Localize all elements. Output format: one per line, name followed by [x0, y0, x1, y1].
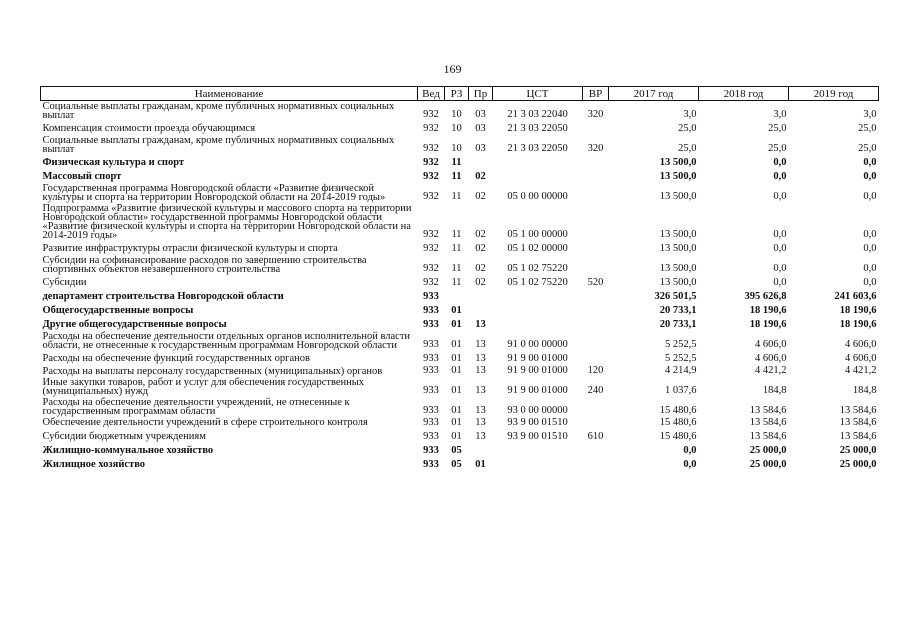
cell-pr: 13	[475, 319, 486, 331]
cell-ved: 933	[423, 416, 439, 428]
table-row	[41, 442, 879, 456]
cell-vr	[583, 442, 609, 456]
cell-2017: 20 733,1	[659, 305, 697, 317]
cell-2019: 4 421,2	[845, 365, 877, 376]
cell-vr	[583, 397, 609, 417]
cell-ved: 933	[423, 405, 439, 416]
cell-vr: 610	[587, 430, 604, 442]
cell-name: Физическая культура и спорт	[42, 157, 185, 169]
cell-name: Расходы на выплаты персоналу государственных (муниципальных) органов	[42, 365, 383, 377]
cell-2018: 0,0	[773, 191, 787, 203]
table-row	[41, 135, 879, 155]
cell-2017: 326 501,5	[654, 291, 697, 303]
cell-cst	[493, 155, 583, 169]
cell-2017: 4 214,9	[665, 365, 697, 376]
cell-vr	[583, 121, 609, 135]
cell-vr: 520	[587, 277, 604, 289]
cell-2017: 13 500,0	[659, 157, 697, 169]
table-row	[41, 101, 879, 122]
cell-cst: 05 1 02 75220	[507, 263, 568, 275]
cell-cst	[493, 289, 583, 303]
cell-cst: 21 3 03 22050	[507, 123, 568, 135]
cell-rz: 10	[451, 143, 462, 155]
cell-2019: 0,0	[863, 243, 877, 255]
cell-vr	[583, 351, 609, 365]
cell-rz: 11	[451, 277, 462, 289]
cell-vr	[583, 331, 609, 351]
cell-ved: 932	[423, 157, 439, 169]
cell-vr	[583, 183, 609, 203]
cell-ved: 933	[423, 291, 439, 303]
cell-2019: 18 190,6	[839, 305, 877, 317]
cell-2017: 13 500,0	[659, 277, 697, 289]
table-row	[41, 289, 879, 303]
cell-pr	[469, 442, 493, 456]
cell-2018: 3,0	[773, 109, 787, 121]
table-row	[41, 417, 879, 429]
table-header	[41, 87, 879, 101]
cell-2017: 3,0	[683, 109, 697, 121]
table-row	[41, 365, 879, 377]
cell-cst: 91 9 00 01000	[507, 385, 568, 396]
cell-2019: 13 584,6	[839, 416, 877, 428]
cell-name: Общегосударственные вопросы	[42, 305, 194, 317]
cell-pr: 02	[475, 229, 486, 241]
cell-vr	[583, 255, 609, 275]
cell-cst: 93 9 00 01510	[507, 416, 568, 428]
cell-name: Другие общегосударственные вопросы	[42, 319, 227, 331]
cell-2017: 0,0	[683, 444, 697, 456]
cell-2018: 0,0	[773, 277, 787, 289]
cell-2018: 395 626,8	[744, 291, 787, 303]
cell-ved: 933	[423, 319, 439, 331]
cell-rz: 11	[451, 191, 462, 203]
cell-vr	[583, 169, 609, 183]
cell-ved: 933	[423, 444, 439, 456]
cell-pr: 02	[475, 277, 486, 289]
cell-name: Развитие инфраструктуры отрасли физической культуры и спорта	[42, 243, 338, 255]
cell-2018: 18 190,6	[749, 305, 787, 317]
table-body	[41, 101, 879, 471]
cell-name: Массовый спорт	[42, 171, 122, 183]
table-row	[41, 377, 879, 397]
cell-rz: 11	[451, 243, 462, 255]
cell-name: Социальные выплаты гражданам, кроме публичных нормативных социальных выплат	[42, 101, 395, 121]
cell-name: Государственная программа Новгородской области «Развитие физической культуры и спорта на территории Новгородской области на 2014-2019 годы»	[42, 183, 386, 203]
cell-2018: 0,0	[773, 243, 787, 255]
cell-2019: 13 584,6	[839, 405, 877, 416]
cell-pr	[469, 289, 493, 303]
cell-name: Обеспечение деятельности учреждений в сфере строительного контроля	[42, 417, 368, 429]
cell-2018: 25,0	[768, 143, 787, 155]
cell-cst	[493, 317, 583, 331]
cell-cst	[493, 456, 583, 470]
cell-pr: 01	[475, 458, 486, 470]
header-ved: Вед	[418, 87, 445, 101]
cell-ved: 932	[423, 263, 439, 275]
header-2019: 2019 год	[789, 87, 879, 101]
cell-ved: 932	[423, 229, 439, 241]
cell-rz: 01	[451, 305, 462, 317]
cell-rz: 01	[451, 416, 462, 428]
cell-ved: 933	[423, 458, 439, 470]
cell-vr	[583, 155, 609, 169]
cell-ved: 933	[423, 305, 439, 317]
header-2018: 2018 год	[699, 87, 789, 101]
cell-2017: 25,0	[678, 123, 697, 135]
cell-2019: 25,0	[858, 123, 877, 135]
table-row	[41, 428, 879, 442]
cell-ved: 932	[423, 123, 439, 135]
table-row	[41, 351, 879, 365]
cell-rz: 01	[451, 405, 462, 416]
cell-cst: 21 3 03 22040	[507, 109, 568, 121]
cell-vr	[583, 456, 609, 470]
cell-name: Субсидии	[42, 277, 87, 289]
cell-cst: 93 0 00 00000	[507, 405, 568, 416]
cell-ved: 933	[423, 339, 439, 351]
cell-2019: 4 606,0	[845, 353, 877, 365]
cell-2017: 20 733,1	[659, 319, 697, 331]
cell-ved: 933	[423, 385, 439, 396]
cell-pr: 02	[475, 263, 486, 275]
cell-2017: 0,0	[683, 458, 697, 470]
table-row	[41, 169, 879, 183]
cell-2018: 0,0	[773, 157, 787, 169]
cell-2019: 0,0	[863, 277, 877, 289]
cell-cst: 05 1 00 00000	[507, 229, 568, 241]
header-name: Наименование	[41, 87, 418, 101]
cell-pr: 13	[475, 385, 486, 396]
cell-pr: 13	[475, 430, 486, 442]
header-2017: 2017 год	[609, 87, 699, 101]
cell-2017: 15 480,6	[659, 430, 697, 442]
cell-2019: 4 606,0	[845, 339, 877, 351]
cell-pr: 13	[475, 353, 486, 365]
cell-2017: 25,0	[678, 143, 697, 155]
cell-pr: 03	[475, 109, 486, 121]
cell-2018: 25,0	[768, 123, 787, 135]
cell-2018: 184,8	[762, 385, 787, 396]
header-rz: РЗ	[445, 87, 469, 101]
cell-rz: 05	[451, 458, 462, 470]
cell-name: департамент строительства Новгородской области	[42, 291, 284, 303]
cell-cst: 91 9 00 01000	[507, 365, 568, 376]
cell-2018: 0,0	[773, 229, 787, 241]
cell-ved: 933	[423, 430, 439, 442]
cell-rz: 01	[451, 365, 462, 376]
table-row	[41, 275, 879, 289]
cell-2018: 13 584,6	[749, 405, 787, 416]
cell-2017: 15 480,6	[659, 416, 697, 428]
cell-name: Иные закупки товаров, работ и услуг для обеспечения государственных (муниципальных) нужд	[42, 376, 365, 397]
table-row	[41, 203, 879, 241]
cell-ved: 932	[423, 191, 439, 203]
table-row	[41, 255, 879, 275]
cell-vr: 320	[587, 109, 604, 121]
cell-2018: 13 584,6	[749, 416, 787, 428]
cell-2018: 4 606,0	[755, 339, 787, 351]
cell-rz: 11	[451, 171, 462, 183]
table-row	[41, 331, 879, 351]
cell-2019: 0,0	[863, 263, 877, 275]
cell-2019: 3,0	[863, 109, 877, 121]
cell-ved: 932	[423, 243, 439, 255]
cell-2017: 13 500,0	[659, 171, 697, 183]
cell-vr: 120	[587, 365, 604, 376]
cell-rz: 11	[451, 157, 462, 169]
cell-2019: 0,0	[863, 171, 877, 183]
cell-rz: 01	[451, 319, 462, 331]
cell-vr: 240	[587, 385, 604, 396]
cell-cst	[493, 442, 583, 456]
cell-2018: 25 000,0	[749, 458, 787, 470]
budget-table	[40, 86, 879, 470]
cell-2018: 13 584,6	[749, 430, 787, 442]
cell-name: Субсидии бюджетным учреждениям	[42, 430, 206, 442]
cell-2018: 0,0	[773, 263, 787, 275]
cell-2019: 241 603,6	[834, 291, 877, 303]
cell-ved: 932	[423, 143, 439, 155]
cell-rz: 11	[451, 263, 462, 275]
cell-vr: 320	[587, 143, 604, 155]
cell-name: Жилищно-коммунальное хозяйство	[42, 444, 214, 456]
cell-rz: 10	[451, 123, 462, 135]
cell-2018: 18 190,6	[749, 319, 787, 331]
cell-pr: 02	[475, 171, 486, 183]
cell-ved: 932	[423, 171, 439, 183]
cell-pr: 03	[475, 123, 486, 135]
cell-cst: 91 0 00 00000	[507, 339, 568, 351]
cell-vr	[583, 303, 609, 317]
cell-pr: 13	[475, 365, 486, 376]
cell-cst	[493, 169, 583, 183]
cell-vr	[583, 317, 609, 331]
cell-rz	[445, 289, 469, 303]
cell-2018: 4 421,2	[755, 365, 787, 376]
cell-2017: 13 500,0	[659, 243, 697, 255]
cell-2019: 0,0	[863, 191, 877, 203]
table-row	[41, 397, 879, 417]
cell-pr: 13	[475, 339, 486, 351]
cell-pr	[469, 155, 493, 169]
cell-2017: 1 037,6	[665, 385, 697, 396]
cell-pr: 02	[475, 191, 486, 203]
cell-cst: 93 9 00 01510	[507, 430, 568, 442]
cell-pr: 13	[475, 416, 486, 428]
cell-2017: 15 480,6	[659, 405, 697, 416]
table-row	[41, 183, 879, 203]
cell-name: Субсидии на софинансирование расходов по завершению строительства спортивных объектов незавершенного строительства	[42, 255, 367, 275]
cell-2019: 18 190,6	[839, 319, 877, 331]
cell-rz: 01	[451, 339, 462, 351]
cell-rz: 05	[451, 444, 462, 456]
cell-2018: 25 000,0	[749, 444, 787, 456]
cell-2017: 13 500,0	[659, 191, 697, 203]
cell-cst: 05 1 02 00000	[507, 243, 568, 255]
table-row	[41, 241, 879, 255]
table-row	[41, 155, 879, 169]
cell-cst: 21 3 03 22050	[507, 143, 568, 155]
cell-2019: 25 000,0	[839, 458, 877, 470]
cell-2017: 13 500,0	[659, 263, 697, 275]
cell-cst: 05 1 02 75220	[507, 277, 568, 289]
page-number: 169	[443, 62, 462, 76]
cell-ved: 933	[423, 353, 439, 365]
cell-rz: 01	[451, 353, 462, 365]
cell-2019: 0,0	[863, 229, 877, 241]
cell-ved: 933	[423, 365, 439, 376]
cell-2019: 0,0	[863, 157, 877, 169]
cell-name: Социальные выплаты гражданам, кроме публичных нормативных социальных выплат	[42, 135, 395, 155]
cell-vr	[583, 289, 609, 303]
cell-name: Подпрограмма «Развитие физической культуры и массового спорта на территории Новгородской области» государственной программы Новгородской области «Развитие физической культуры и спорта на территории Новгородской области на 2014-2019 годы»	[42, 203, 412, 241]
header-vr: ВР	[583, 87, 609, 101]
table-row	[41, 121, 879, 135]
cell-ved: 932	[423, 277, 439, 289]
cell-2017: 13 500,0	[659, 229, 697, 241]
header-cst: ЦСТ	[493, 87, 583, 101]
cell-2018: 0,0	[773, 171, 787, 183]
cell-pr: 03	[475, 143, 486, 155]
cell-name: Расходы на обеспечение функций государственных органов	[42, 353, 310, 365]
cell-rz: 10	[451, 109, 462, 121]
cell-name: Расходы на обеспечение деятельности отдельных органов исполнительной власти области, не отнесенные к государственным программам Новгородской области	[42, 331, 411, 351]
cell-pr: 13	[475, 405, 486, 416]
cell-2019: 25 000,0	[839, 444, 877, 456]
table-row	[41, 317, 879, 331]
cell-vr	[583, 203, 609, 241]
cell-vr	[583, 241, 609, 255]
cell-2019: 25,0	[858, 143, 877, 155]
cell-2017: 5 252,5	[665, 353, 697, 365]
cell-2018: 4 606,0	[755, 353, 787, 365]
cell-cst: 05 0 00 00000	[507, 191, 568, 203]
cell-cst: 91 9 00 01000	[507, 353, 568, 365]
cell-pr	[469, 303, 493, 317]
cell-2017: 5 252,5	[665, 339, 697, 351]
cell-name: Жилищное хозяйство	[42, 458, 146, 470]
cell-cst	[493, 303, 583, 317]
cell-name: Расходы на обеспечение деятельности учреждений, не отнесенные к государственным программам области	[42, 396, 350, 417]
cell-name: Компенсация стоимости проезда обучающимся	[42, 123, 256, 135]
table-row	[41, 456, 879, 470]
cell-rz: 01	[451, 430, 462, 442]
cell-rz: 01	[451, 385, 462, 396]
cell-2019: 13 584,6	[839, 430, 877, 442]
header-pr: Пр	[469, 87, 493, 101]
cell-2019: 184,8	[852, 385, 877, 396]
cell-vr	[583, 417, 609, 429]
cell-ved: 932	[423, 109, 439, 121]
cell-rz: 11	[451, 229, 462, 241]
table-row	[41, 303, 879, 317]
cell-pr: 02	[475, 243, 486, 255]
